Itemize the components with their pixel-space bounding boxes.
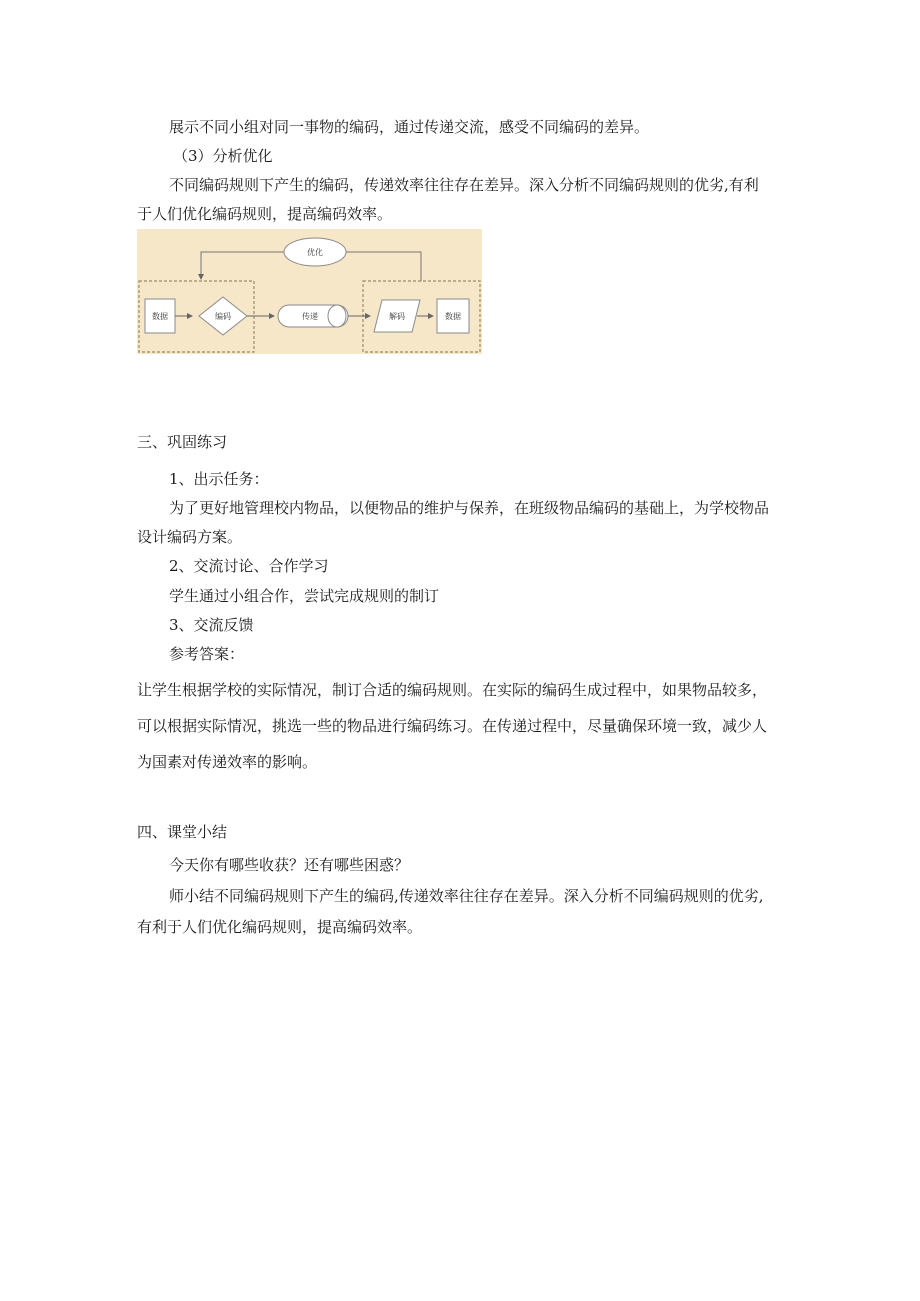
paragraph-line: 设计编码方案。 <box>137 528 243 546</box>
transmit-label: 传递 <box>302 312 318 321</box>
data-out-label: 数据 <box>445 312 461 321</box>
encoding-flow-diagram <box>137 229 482 354</box>
transmit-node-cap <box>328 305 346 327</box>
data-in-label: 数据 <box>152 312 168 321</box>
paragraph-line: 展示不同小组对同一事物的编码，通过传递交流，感受不同编码的差异。 <box>169 118 650 136</box>
optimize-label: 优化 <box>307 248 323 257</box>
paragraph-line: 于人们优化编码规则，提高编码效率。 <box>137 205 393 223</box>
feedback-line-left <box>201 252 284 279</box>
paragraph-line: 有利于人们优化编码规则，提高编码效率。 <box>137 918 423 936</box>
encode-label: 编码 <box>215 312 231 321</box>
decode-label: 解码 <box>389 312 405 321</box>
subheading-analyze-optimize: （3）分析优化 <box>173 147 273 165</box>
paragraph-line: 师小结不同编码规则下产生的编码,传递效率往往存在差异。深入分析不同编码规则的优劣, <box>169 887 764 905</box>
paragraph-line: 学生通过小组合作，尝试完成规则的制订 <box>169 587 440 605</box>
paragraph-line: 可以根据实际情况，挑选一些的物品进行编码练习。在传递过程中，尽量确保环境一致，减少人 <box>137 717 768 735</box>
feedback-line-right <box>346 252 421 281</box>
flow-diagram-svg <box>137 229 482 354</box>
answer-label: 参考答案： <box>169 645 245 663</box>
section-heading-practice: 三、巩固练习 <box>137 433 228 451</box>
paragraph-line: 为国素对传递效率的影响。 <box>137 753 318 771</box>
section-heading-summary: 四、课堂小结 <box>137 823 228 841</box>
paragraph-line: 让学生根据学校的实际情况，制订合适的编码规则。在实际的编码生成过程中，如果物品较多， <box>137 681 768 699</box>
list-item-discuss: 2、交流讨论、合作学习 <box>169 557 329 575</box>
paragraph-line: 为了更好地管理校内物品，以便物品的维护与保养，在班级物品编码的基础上，为学校物品 <box>169 499 770 517</box>
paragraph-line: 今天你有哪些收获？还有哪些困惑？ <box>169 856 410 874</box>
list-item-task: 1、出示任务： <box>169 470 269 488</box>
paragraph-line: 不同编码规则下产生的编码，传递效率往往存在差异。深入分析不同编码规则的优劣,有利 <box>169 176 759 194</box>
list-item-feedback: 3、交流反馈 <box>169 616 254 634</box>
